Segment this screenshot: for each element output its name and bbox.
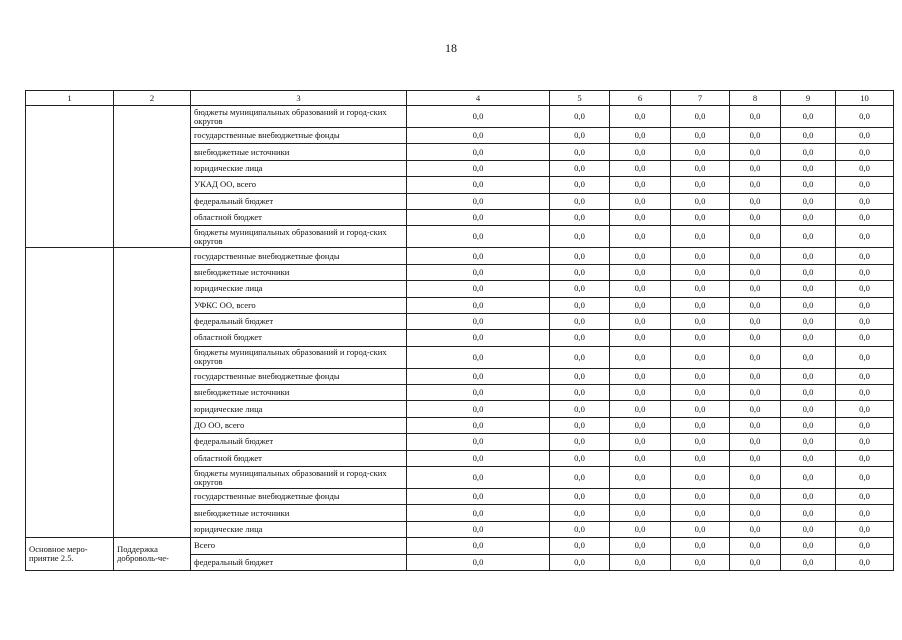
value-cell: 0,0 [610, 297, 671, 313]
value-cell: 0,0 [781, 160, 836, 176]
value-cell: 0,0 [550, 346, 610, 368]
value-cell: 0,0 [836, 467, 894, 489]
value-cell: 0,0 [671, 193, 730, 209]
value-cell: 0,0 [671, 434, 730, 450]
value-cell: 0,0 [610, 417, 671, 433]
value-cell: 0,0 [407, 209, 550, 225]
value-cell: 0,0 [781, 177, 836, 193]
value-cell: 0,0 [550, 297, 610, 313]
value-cell: 0,0 [781, 209, 836, 225]
value-cell: 0,0 [781, 521, 836, 537]
value-cell: 0,0 [407, 467, 550, 489]
funding-source-cell: юридические лица [191, 160, 407, 176]
funding-source-cell: бюджеты муниципальных образований и город-ских округов [191, 106, 407, 128]
value-cell: 0,0 [671, 144, 730, 160]
value-cell: 0,0 [407, 281, 550, 297]
value-cell: 0,0 [610, 193, 671, 209]
value-cell: 0,0 [781, 434, 836, 450]
column-header: 3 [191, 91, 407, 106]
value-cell: 0,0 [730, 554, 781, 570]
funding-source-cell: областной бюджет [191, 330, 407, 346]
value-cell: 0,0 [407, 297, 550, 313]
activity-name-cell: Основное меро-приятие 2.5. [26, 538, 114, 571]
funding-source-cell: внебюджетные источники [191, 144, 407, 160]
value-cell: 0,0 [730, 434, 781, 450]
funding-source-cell: бюджеты муниципальных образований и город-ских округов [191, 226, 407, 248]
value-cell: 0,0 [730, 106, 781, 128]
value-cell: 0,0 [550, 128, 610, 144]
value-cell: 0,0 [671, 554, 730, 570]
value-cell: 0,0 [836, 106, 894, 128]
value-cell: 0,0 [550, 554, 610, 570]
value-cell: 0,0 [550, 330, 610, 346]
value-cell: 0,0 [407, 330, 550, 346]
value-cell: 0,0 [610, 248, 671, 264]
value-cell: 0,0 [610, 313, 671, 329]
column-header: 4 [407, 91, 550, 106]
value-cell: 0,0 [781, 128, 836, 144]
value-cell: 0,0 [730, 330, 781, 346]
funding-source-cell: областной бюджет [191, 209, 407, 225]
funding-source-cell: юридические лица [191, 521, 407, 537]
column-header: 6 [610, 91, 671, 106]
value-cell: 0,0 [610, 264, 671, 280]
funding-source-cell: федеральный бюджет [191, 554, 407, 570]
funding-source-cell: государственные внебюджетные фонды [191, 368, 407, 384]
value-cell: 0,0 [610, 401, 671, 417]
value-cell: 0,0 [610, 554, 671, 570]
value-cell: 0,0 [610, 434, 671, 450]
funding-source-cell: государственные внебюджетные фонды [191, 489, 407, 505]
column-header: 5 [550, 91, 610, 106]
value-cell: 0,0 [836, 209, 894, 225]
value-cell: 0,0 [407, 450, 550, 466]
value-cell: 0,0 [550, 281, 610, 297]
value-cell: 0,0 [610, 346, 671, 368]
value-cell: 0,0 [781, 281, 836, 297]
value-cell: 0,0 [610, 144, 671, 160]
value-cell: 0,0 [671, 128, 730, 144]
value-cell: 0,0 [550, 226, 610, 248]
value-cell: 0,0 [836, 346, 894, 368]
value-cell: 0,0 [550, 489, 610, 505]
funding-source-cell: УКАД ОО, всего [191, 177, 407, 193]
value-cell: 0,0 [730, 177, 781, 193]
value-cell: 0,0 [781, 346, 836, 368]
value-cell: 0,0 [671, 538, 730, 554]
activity-description-cell [114, 248, 191, 538]
value-cell: 0,0 [610, 505, 671, 521]
value-cell: 0,0 [836, 297, 894, 313]
value-cell: 0,0 [730, 385, 781, 401]
value-cell: 0,0 [550, 160, 610, 176]
value-cell: 0,0 [671, 467, 730, 489]
value-cell: 0,0 [610, 226, 671, 248]
value-cell: 0,0 [610, 106, 671, 128]
value-cell: 0,0 [407, 417, 550, 433]
value-cell: 0,0 [781, 330, 836, 346]
value-cell: 0,0 [730, 538, 781, 554]
value-cell: 0,0 [781, 385, 836, 401]
value-cell: 0,0 [610, 330, 671, 346]
value-cell: 0,0 [407, 193, 550, 209]
value-cell: 0,0 [610, 209, 671, 225]
header-row [26, 91, 894, 106]
value-cell: 0,0 [781, 401, 836, 417]
column-header: 10 [836, 91, 894, 106]
value-cell: 0,0 [407, 554, 550, 570]
value-cell: 0,0 [781, 313, 836, 329]
value-cell: 0,0 [671, 521, 730, 537]
value-cell: 0,0 [730, 368, 781, 384]
value-cell: 0,0 [730, 401, 781, 417]
value-cell: 0,0 [671, 505, 730, 521]
value-cell: 0,0 [407, 346, 550, 368]
value-cell: 0,0 [836, 193, 894, 209]
column-header: 2 [114, 91, 191, 106]
activity-name-cell [26, 106, 114, 248]
value-cell: 0,0 [836, 417, 894, 433]
value-cell: 0,0 [781, 505, 836, 521]
value-cell: 0,0 [836, 177, 894, 193]
value-cell: 0,0 [550, 313, 610, 329]
funding-source-cell: бюджеты муниципальных образований и город-ских округов [191, 467, 407, 489]
funding-source-cell: внебюджетные источники [191, 264, 407, 280]
value-cell: 0,0 [671, 106, 730, 128]
value-cell: 0,0 [836, 505, 894, 521]
column-header: 7 [671, 91, 730, 106]
value-cell: 0,0 [730, 450, 781, 466]
value-cell: 0,0 [610, 160, 671, 176]
value-cell: 0,0 [610, 385, 671, 401]
value-cell: 0,0 [836, 521, 894, 537]
value-cell: 0,0 [671, 489, 730, 505]
value-cell: 0,0 [730, 281, 781, 297]
value-cell: 0,0 [407, 264, 550, 280]
value-cell: 0,0 [610, 521, 671, 537]
value-cell: 0,0 [407, 160, 550, 176]
value-cell: 0,0 [730, 467, 781, 489]
value-cell: 0,0 [671, 281, 730, 297]
value-cell: 0,0 [781, 417, 836, 433]
funding-source-cell: Всего [191, 538, 407, 554]
value-cell: 0,0 [610, 177, 671, 193]
funding-source-cell: федеральный бюджет [191, 193, 407, 209]
value-cell: 0,0 [407, 144, 550, 160]
value-cell: 0,0 [671, 368, 730, 384]
value-cell: 0,0 [781, 554, 836, 570]
funding-source-cell: государственные внебюджетные фонды [191, 128, 407, 144]
value-cell: 0,0 [730, 193, 781, 209]
value-cell: 0,0 [836, 281, 894, 297]
funding-source-cell: бюджеты муниципальных образований и город-ских округов [191, 346, 407, 368]
value-cell: 0,0 [730, 417, 781, 433]
column-header: 8 [730, 91, 781, 106]
value-cell: 0,0 [730, 264, 781, 280]
table-row [26, 538, 894, 554]
value-cell: 0,0 [730, 144, 781, 160]
value-cell: 0,0 [730, 505, 781, 521]
value-cell: 0,0 [836, 330, 894, 346]
value-cell: 0,0 [610, 489, 671, 505]
value-cell: 0,0 [550, 401, 610, 417]
value-cell: 0,0 [550, 144, 610, 160]
value-cell: 0,0 [671, 177, 730, 193]
value-cell: 0,0 [836, 248, 894, 264]
value-cell: 0,0 [781, 226, 836, 248]
value-cell: 0,0 [550, 538, 610, 554]
value-cell: 0,0 [781, 467, 836, 489]
value-cell: 0,0 [407, 505, 550, 521]
value-cell: 0,0 [781, 450, 836, 466]
value-cell: 0,0 [730, 226, 781, 248]
value-cell: 0,0 [407, 248, 550, 264]
value-cell: 0,0 [781, 538, 836, 554]
value-cell: 0,0 [671, 297, 730, 313]
activity-name-cell [26, 248, 114, 538]
value-cell: 0,0 [407, 385, 550, 401]
value-cell: 0,0 [671, 160, 730, 176]
value-cell: 0,0 [781, 193, 836, 209]
funding-source-cell: государственные внебюджетные фонды [191, 248, 407, 264]
value-cell: 0,0 [836, 401, 894, 417]
value-cell: 0,0 [836, 368, 894, 384]
value-cell: 0,0 [730, 297, 781, 313]
value-cell: 0,0 [671, 248, 730, 264]
value-cell: 0,0 [407, 226, 550, 248]
value-cell: 0,0 [610, 467, 671, 489]
value-cell: 0,0 [407, 489, 550, 505]
page-number: 18 [445, 41, 457, 55]
value-cell: 0,0 [550, 385, 610, 401]
value-cell: 0,0 [671, 401, 730, 417]
value-cell: 0,0 [671, 330, 730, 346]
value-cell: 0,0 [407, 368, 550, 384]
value-cell: 0,0 [836, 226, 894, 248]
value-cell: 0,0 [610, 450, 671, 466]
value-cell: 0,0 [730, 313, 781, 329]
value-cell: 0,0 [671, 346, 730, 368]
funding-source-cell: внебюджетные источники [191, 385, 407, 401]
value-cell: 0,0 [610, 368, 671, 384]
value-cell: 0,0 [610, 538, 671, 554]
value-cell: 0,0 [730, 248, 781, 264]
value-cell: 0,0 [671, 209, 730, 225]
value-cell: 0,0 [730, 160, 781, 176]
value-cell: 0,0 [550, 505, 610, 521]
value-cell: 0,0 [550, 193, 610, 209]
funding-source-cell: юридические лица [191, 401, 407, 417]
value-cell: 0,0 [610, 281, 671, 297]
value-cell: 0,0 [407, 401, 550, 417]
value-cell: 0,0 [836, 385, 894, 401]
value-cell: 0,0 [550, 209, 610, 225]
value-cell: 0,0 [781, 106, 836, 128]
funding-source-cell: ДО ОО, всего [191, 417, 407, 433]
funding-source-cell: внебюджетные источники [191, 505, 407, 521]
value-cell: 0,0 [836, 144, 894, 160]
value-cell: 0,0 [730, 128, 781, 144]
value-cell: 0,0 [407, 177, 550, 193]
value-cell: 0,0 [671, 313, 730, 329]
funding-source-cell: федеральный бюджет [191, 434, 407, 450]
table-row [26, 248, 894, 264]
table-row [26, 106, 894, 128]
funding-source-cell: областной бюджет [191, 450, 407, 466]
value-cell: 0,0 [836, 264, 894, 280]
value-cell: 0,0 [550, 106, 610, 128]
value-cell: 0,0 [781, 144, 836, 160]
funding-source-cell: УФКС ОО, всего [191, 297, 407, 313]
value-cell: 0,0 [550, 417, 610, 433]
value-cell: 0,0 [781, 248, 836, 264]
value-cell: 0,0 [671, 450, 730, 466]
value-cell: 0,0 [550, 450, 610, 466]
value-cell: 0,0 [550, 434, 610, 450]
column-header: 1 [26, 91, 114, 106]
value-cell: 0,0 [836, 313, 894, 329]
value-cell: 0,0 [671, 417, 730, 433]
funding-source-cell: юридические лица [191, 281, 407, 297]
value-cell: 0,0 [836, 450, 894, 466]
value-cell: 0,0 [781, 368, 836, 384]
value-cell: 0,0 [836, 434, 894, 450]
value-cell: 0,0 [671, 226, 730, 248]
value-cell: 0,0 [781, 264, 836, 280]
value-cell: 0,0 [781, 489, 836, 505]
value-cell: 0,0 [407, 128, 550, 144]
value-cell: 0,0 [407, 313, 550, 329]
value-cell: 0,0 [836, 128, 894, 144]
value-cell: 0,0 [407, 106, 550, 128]
value-cell: 0,0 [407, 434, 550, 450]
value-cell: 0,0 [730, 209, 781, 225]
funding-source-cell: федеральный бюджет [191, 313, 407, 329]
value-cell: 0,0 [550, 521, 610, 537]
value-cell: 0,0 [836, 554, 894, 570]
value-cell: 0,0 [550, 248, 610, 264]
value-cell: 0,0 [407, 538, 550, 554]
value-cell: 0,0 [610, 128, 671, 144]
value-cell: 0,0 [550, 368, 610, 384]
activity-description-cell [114, 106, 191, 248]
value-cell: 0,0 [671, 385, 730, 401]
value-cell: 0,0 [730, 346, 781, 368]
value-cell: 0,0 [836, 489, 894, 505]
activity-description-cell: Поддержка доброволь-че- [114, 538, 191, 571]
value-cell: 0,0 [730, 521, 781, 537]
value-cell: 0,0 [407, 521, 550, 537]
column-header: 9 [781, 91, 836, 106]
value-cell: 0,0 [730, 489, 781, 505]
value-cell: 0,0 [550, 177, 610, 193]
budget-table [25, 90, 894, 571]
value-cell: 0,0 [836, 538, 894, 554]
value-cell: 0,0 [550, 467, 610, 489]
value-cell: 0,0 [836, 160, 894, 176]
value-cell: 0,0 [781, 297, 836, 313]
value-cell: 0,0 [671, 264, 730, 280]
value-cell: 0,0 [550, 264, 610, 280]
